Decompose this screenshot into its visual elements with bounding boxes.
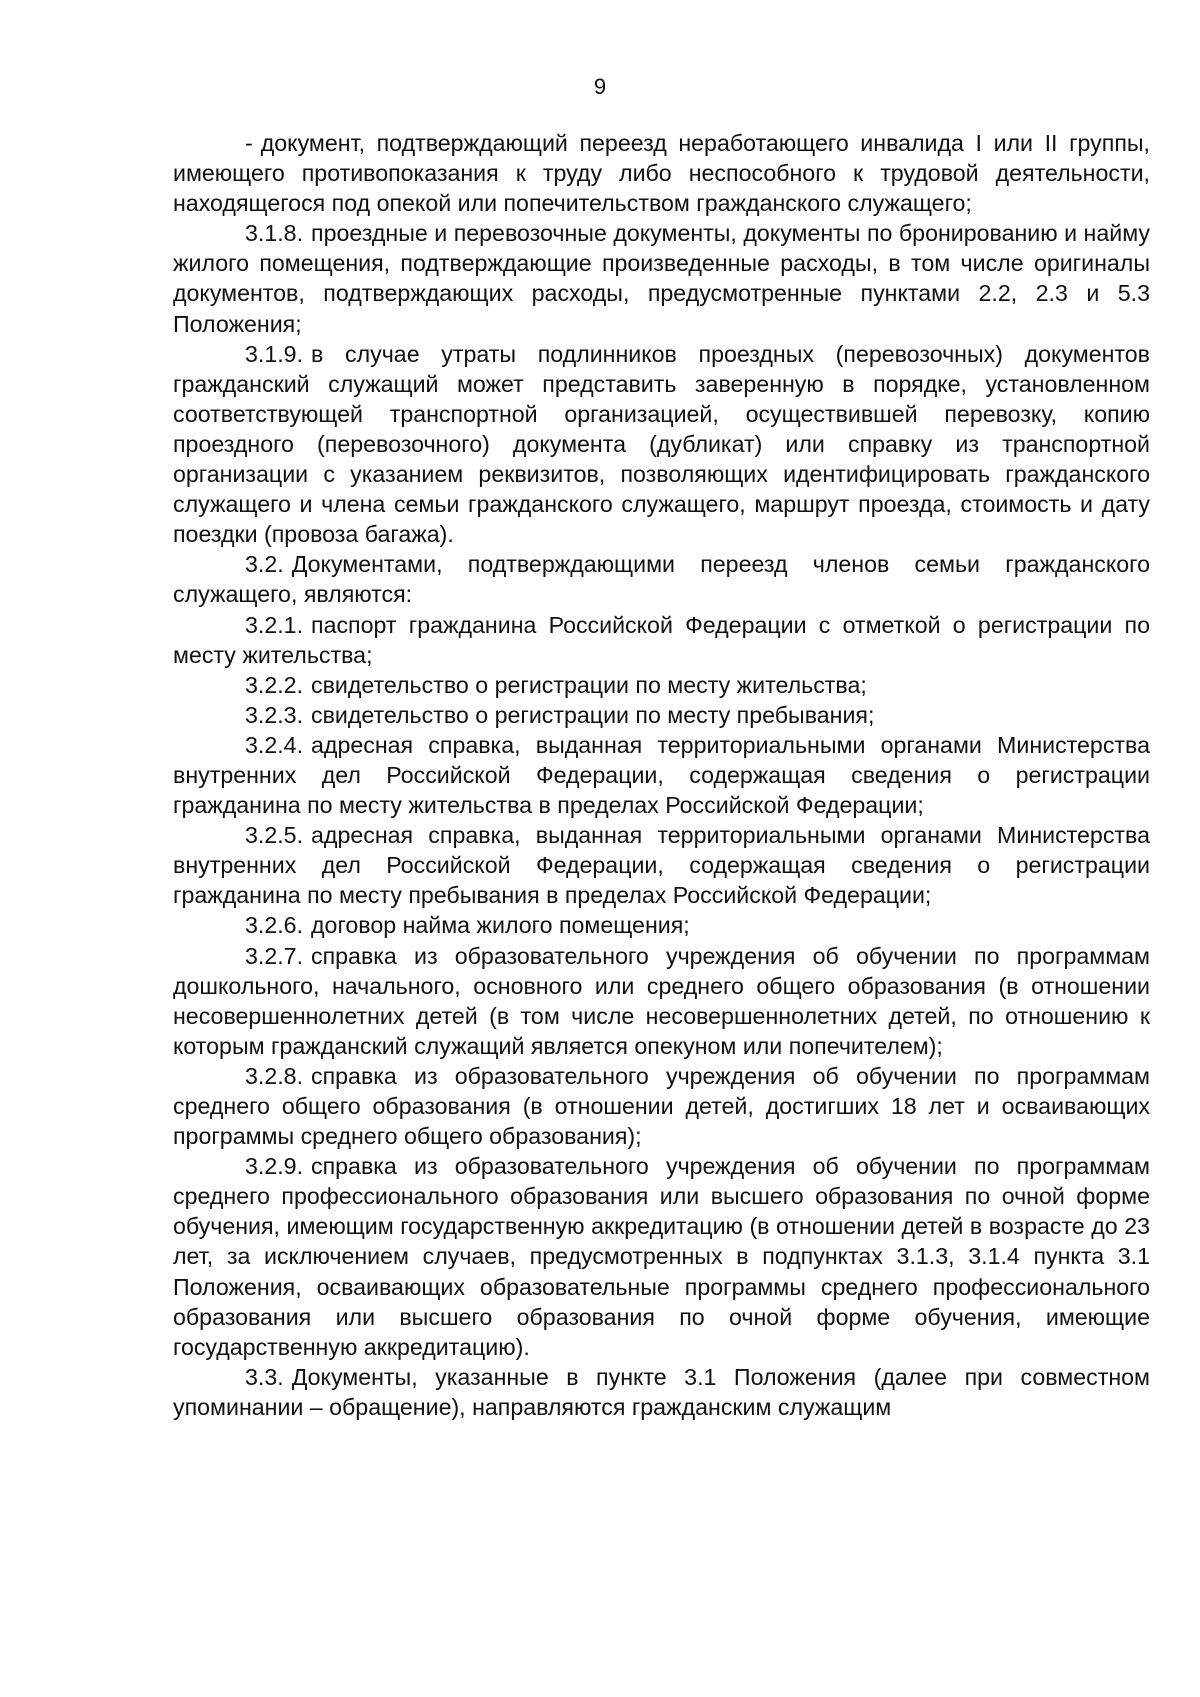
paragraph-number: -: [245, 130, 253, 156]
paragraph: [173, 339, 1150, 550]
paragraph-number: 3.2.1.: [245, 611, 304, 638]
paragraph: [173, 549, 1150, 609]
paragraph: [173, 1362, 1150, 1422]
paragraph-text: свидетельство о регистрации по месту жительства;: [311, 671, 867, 698]
paragraph-number: 3.2.2.: [245, 671, 304, 698]
paragraph-number: 3.1.9.: [245, 340, 304, 367]
paragraph-text: свидетельство о регистрации по месту пребывания;: [311, 701, 875, 728]
paragraph: [173, 218, 1150, 338]
paragraph-number: 3.2.9.: [245, 1153, 304, 1180]
paragraph-text: справка из образовательного учреждения об обучении по программам дошкольного, начального, основного или среднего общего образования (в отношении несовершеннолетних детей (в том числе несовершеннолетних детей, по отношению к которым гражданский служащий является опекуном или попечителем);: [173, 942, 1150, 1059]
paragraph: [173, 941, 1150, 1061]
paragraph: [173, 730, 1150, 820]
paragraph-text: документ, подтверждающий переезд неработающего инвалида I или II группы, имеющего противопоказания к труду либо неспособного к трудовой деятельности, находящегося под опекой или попечительством гражданского служащего;: [173, 130, 1150, 217]
paragraph-text: адресная справка, выданная территориальными органами Министерства внутренних дел Российской Федерации, содержащая сведения о регистрации гражданина по месту жительства в пределах Российской Федерации;: [173, 731, 1150, 819]
paragraph-number: 3.2.4.: [245, 731, 304, 758]
document-body: [173, 128, 1150, 1422]
paragraph-text: справка из образовательного учреждения об обучении по программам среднего профессионального образования или высшего образования по очной форме обучения, имеющим государственную аккредитацию (в отношении детей в возрасте до 23 лет, за исключением случаев, предусмотренных в подпунктах 3.1.3, 3.1.4 пункта 3.1 Положения, осваивающих образовательные программы среднего профессионального образования или высшего образования по очной форме обучения, имеющие государственную аккредитацию).: [173, 1153, 1150, 1360]
paragraph: [173, 670, 1150, 700]
paragraph-number: 3.2.5.: [245, 822, 304, 849]
paragraph-text: справка из образовательного учреждения об обучении по программам среднего общего образования (в отношении детей, достигших 18 лет и осваивающих программы среднего общего образования);: [173, 1062, 1150, 1150]
page-number: 9: [593, 74, 607, 99]
paragraph-number: 3.2.8.: [245, 1062, 304, 1089]
paragraph-text: паспорт гражданина Российской Федерации с отметкой о регистрации по месту жительства;: [173, 611, 1150, 668]
paragraph-text: Документами, подтверждающими переезд членов семьи гражданского служащего, являются:: [173, 551, 1150, 608]
paragraph-text: Документы, указанные в пункте 3.1 Положения (далее при совместном упоминании – обращение), направляются гражданским служащим: [173, 1363, 1150, 1420]
paragraph-number: 3.3.: [245, 1363, 284, 1390]
paragraph-text: договор найма жилого помещения;: [311, 912, 690, 939]
paragraph-number: 3.2.6.: [245, 912, 304, 939]
paragraph: [173, 910, 1150, 940]
paragraph: [173, 128, 1150, 218]
paragraph-text: адресная справка, выданная территориальными органами Министерства внутренних дел Российской Федерации, содержащая сведения о регистрации гражданина по месту пребывания в пределах Российской Федерации;: [173, 822, 1150, 909]
paragraph: [173, 1151, 1150, 1362]
paragraph: [173, 820, 1150, 910]
paragraph-number: 3.2.3.: [245, 701, 304, 728]
paragraph-number: 3.2.7.: [245, 942, 304, 969]
paragraph-text: в случае утраты подлинников проездных (перевозочных) документов гражданский служащий может представить заверенную в порядке, установленном соответствующей транспортной организацией, осуществившей перевозку, копию проездного (перевозочного) документа (дубликат) или справку из транспортной организации с указанием реквизитов, позволяющих идентифицировать гражданского служащего и члена семьи гражданского служащего, маршрут проезда, стоимость и дату поездки (провоза багажа).: [173, 340, 1150, 548]
paragraph-text: проездные и перевозочные документы, документы по бронированию и найму жилого помещения, подтверждающие произведенные расходы, в том числе оригиналы документов, подтверждающих расходы, предусмотренные пунктами 2.2, 2.3 и 5.3 Положения;: [173, 220, 1150, 337]
paragraph: [173, 1061, 1150, 1151]
paragraph-number: 3.2.: [245, 551, 284, 578]
paragraph: [173, 610, 1150, 670]
paragraph-number: 3.1.8.: [245, 220, 304, 247]
paragraph: [173, 700, 1150, 730]
